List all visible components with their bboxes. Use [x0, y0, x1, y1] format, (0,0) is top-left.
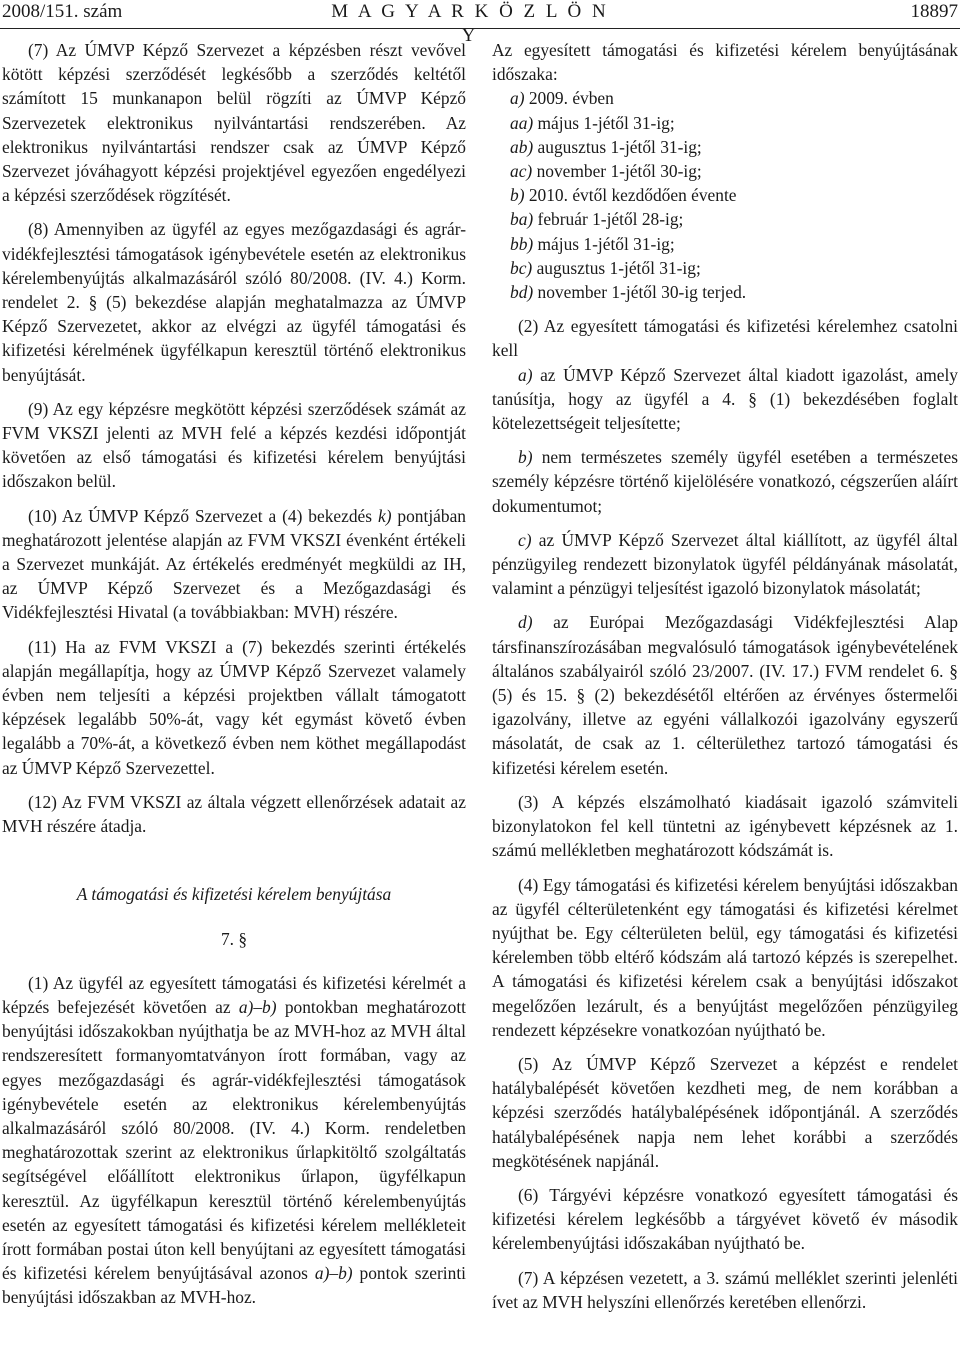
paragraph-3: (3) A képzés elszámolható kiadásait igazoló számviteli bizonylatokon fel kell tüntetni az igénybevett képzésnek az 1. számú mellékletben meghatározott kódszámát is. — [492, 791, 958, 861]
list-item — [492, 363, 958, 436]
periods-intro: Az egyesített támogatási és kifizetési kérelem benyújtásának időszaka: — [492, 40, 958, 85]
list-item — [492, 280, 958, 304]
list-item-text: május 1-jétől 31-ig; — [533, 112, 675, 133]
section-number: 7. § — [220, 928, 248, 949]
list-item-label: ba) — [510, 209, 534, 230]
list-item-label: c) — [518, 529, 532, 550]
list-item — [492, 256, 958, 280]
list-item-label: a) — [518, 364, 533, 385]
paragraph-7: (7) A képzésen vezetett, a 3. számú melléklet szerinti jelenléti ívet az MVH helyszíni ellenőrzés keretében ellenőrzi. — [492, 1267, 958, 1312]
list-item-label: a) — [510, 88, 525, 109]
list-item-text: augusztus 1-jétől 31-ig; — [532, 257, 701, 278]
page-number: 18897 — [910, 1, 958, 22]
point-reference: a)–b) — [238, 996, 277, 1017]
paragraph-8: (8) Amennyiben az ügyfél az egyes mezőgazdasági és agrár-vidékfejlesztési támogatások igénybevétele esetén az elektronikus kérelembenyújtás alkalmazásáról szóló 80/2008. (IV. 4.) Korm. rendelet 2. § (5) bekezdése alapján meghatalmazza az ÚMVP Képző Szervezetet, akkor az elvégzi az ügyfél támogatási és kifizetési kérelmének ügyfélkapun keresztül történő elektronikus benyújtását. — [2, 219, 466, 385]
list-item-label: bb) — [510, 233, 534, 254]
paragraph-5: (5) Az ÚMVP Képző Szervezet a képzést e rendelet hatálybalépését követően kezdheti meg, de nem korábban a képzési szerződés hatálybalépésének időpontjánál. A szerződés hatálybalépésének napja nem lehet korábbi a szerződés megkötésének napjánál. — [492, 1053, 958, 1171]
paragraph-10-text-b: pontjában meghatározott jelentése alapján az FVM VKSZI évenként értékeli a Szervezet munkáját. Az értékelés eredményét megküldi az IH, az ÚMVP Képző Szervezet és a Mezőgazdasági és Vidékfejlesztési Hivatal (a továbbiakban: MVH) részére. — [2, 505, 466, 623]
list-item — [492, 111, 958, 135]
list-item-label: aa) — [510, 112, 534, 133]
list-item — [492, 86, 958, 110]
s7p1-text-b: pontokban meghatározott benyújtási időszakokban nyújthatja be az MVH-hoz az MVH által rendszeresített formanyomtatványon írott formában, vagy az egyes mezőgazdasági és agrár-vidékfejlesztési támogatások igénybevétele esetén az elektronikus kérelembenyújtás alkalmazásáról szóló 80/2008. (IV. 4.) Korm. rendeletben meghatározottak szerint az elektronikus űrlapkitöltő szolgáltatás segítségével előállított elektronikus űrlapon, ügyfélkapun keresztül. Az ügyfélkapun keresztül történő kérelembenyújtás esetén az egyesített támogatási és kifizetési kérelem mellékleteit írott formában postai úton kell benyújtani az egyesített támogatási és kifizetési kérelem benyújtásával azonos — [2, 996, 466, 1284]
paragraph-12: (12) Az FVM VKSZI az általa végzett ellenőrzések adatait az MVH részére átadja. — [2, 791, 466, 837]
right-column — [492, 38, 958, 1324]
list-item-text: augusztus 1-jétől 31-ig; — [533, 136, 702, 157]
list-item — [492, 135, 958, 159]
list-item-label: bd) — [510, 282, 534, 303]
list-item — [492, 159, 958, 183]
list-item-label: b) — [510, 185, 525, 206]
paragraph-7: (7) Az ÚMVP Képző Szervezet a képzésben részt vevővel kötött képzési szerződését legkésőbb a szerződés keltétől számított 15 munkanapon belül rögzíti az ÚMVP Képző Szervezetek elektronikus nyilvántartási rendszerében. Az elektronikus nyilvántartási rendszer csak az ÚMVP Képző Szervezet jóváhagyott képzési projektjével egyezően engedélyezi a képzési szerződések rögzítését. — [2, 40, 466, 206]
list-item-label: ab) — [510, 136, 534, 157]
s7p1-text-a: (1) Az ügyfél az egyesített támogatási és kifizetési kérelmét a képzés befejezését követően az — [2, 972, 466, 1017]
section-heading: A támogatási és kifizetési kérelem benyújtása — [76, 884, 392, 905]
list-item — [492, 232, 958, 256]
point-reference: a)–b) — [314, 1263, 353, 1284]
list-item — [492, 183, 958, 207]
periods-list — [492, 86, 958, 304]
s7p1-text-c: pontok szerinti benyújtási időszakban az MVH-hoz. — [2, 1263, 466, 1308]
list-item-label: d) — [518, 612, 533, 633]
attachments-list — [492, 363, 958, 780]
section-7-paragraph-1 — [2, 971, 466, 1310]
paragraph-6: (6) Tárgyévi képzésre vonatkozó egyesített támogatási és kifizetési kérelem legkésőbb a tárgyévet követő év második kérelembenyújtási időszakában nyújtható be. — [492, 1184, 958, 1254]
list-item-text: november 1-jétől 30-ig terjed. — [533, 282, 747, 303]
list-item-label: b) — [518, 447, 533, 468]
point-reference: k) — [377, 505, 392, 526]
journal-title: M A G Y A R K Ö Z L Ö N Y — [331, 1, 609, 46]
list-item-text: február 1-jétől 28-ig; — [533, 209, 684, 230]
list-item-label: bc) — [510, 257, 533, 278]
list-item-text: nem természetes személy ügyfél esetében a természetes személy képzésre történő kijelölésére vonatkozó, cégszerűen aláírt dokumentumot; — [492, 447, 958, 516]
left-column — [2, 38, 466, 1320]
list-item-text: 2009. évben — [524, 88, 614, 109]
issue-number: 2008/151. szám — [2, 1, 123, 22]
list-item-text: az Európai Mezőgazdasági Vidékfejlesztési Alap társfinanszírozásában megvalósuló támogatások igénybevételének általános szabályairól szóló 23/2007. (IV. 17.) FVM rendelet 6. § (5) és 15. § (2) bekezdésétől eltérően az érvényes őstermelői igazolvány, illetve az egyéni vállalkozói igazolvány egyszerű másolatát, de csak az 1. célterülethez tartozó támogatási és kifizetési kérelem esetén. — [492, 612, 958, 778]
list-item-text: 2010. évtől kezdődően évente — [524, 185, 737, 206]
list-item — [492, 207, 958, 231]
list-item — [492, 528, 958, 601]
paragraph-10 — [2, 504, 466, 625]
list-item-text: május 1-jétől 31-ig; — [533, 233, 675, 254]
list-item — [492, 445, 958, 518]
list-item-label: ac) — [510, 161, 533, 182]
paragraph-10-text-a: (10) Az ÚMVP Képző Szervezet a (4) bekezdés — [28, 505, 378, 526]
list-item-text: az ÚMVP Képző Szervezet által kiadott igazolást, amely tanúsítja, hogy az ügyfél a 4. § (1) bekezdésében foglalt kötelezettségeit teljesítette; — [492, 364, 958, 434]
list-item — [492, 610, 958, 779]
header-rule — [0, 28, 960, 29]
paragraph-4: (4) Egy támogatási és kifizetési kérelem benyújtási időszakban az ügyfél célterületenként egy támogatási és kifizetési kérelmet nyújthat be. Egy célterületen belül, egy támogatási és kifizetési kérelemben több eltérő kódszám alá tartozó képzés is szerepelhet. A támogatási és kifizetési kérelem csak a benyújtási időszakot megelőzően lezárult, és a benyújtást megelőzően pénzügyileg rendezett képzésekre vonatkozóan nyújtható be. — [492, 874, 958, 1040]
paragraph-11: (11) Ha az FVM VKSZI a (7) bekezdés szerinti értékelés alapján megállapítja, hogy az ÚMVP Képző Szervezet valamely évben nem teljesíti a képzési projektben vállalt támogatott képzések legalább 50%-át, vagy két egymást követő évben legalább a 70%-át, a következő évben nem köthet megállapodást az ÚMVP Képző Szervezettel. — [2, 636, 466, 778]
list-item-text: november 1-jétől 30-ig; — [532, 161, 702, 182]
paragraph-9: (9) Az egy képzésre megkötött képzési szerződések számát az FVM VKSZI jelenti az MVH felé a képzés kezdési időpontját követően az első támogatási és kifizetési kérelem benyújtási időszakon belül. — [2, 398, 466, 492]
list-item-text: az ÚMVP Képző Szervezet által kiállított, az ügyfél által pénzügyileg rendezett bizonylatok ügyfél példányának másolatát, valamint a pénzügyi teljesítést igazoló bizonylatok másolatát; — [492, 529, 958, 599]
page-header — [0, 0, 960, 46]
paragraph-2-intro: (2) Az egyesített támogatási és kifizetési kérelemhez csatolni kell — [492, 316, 958, 361]
